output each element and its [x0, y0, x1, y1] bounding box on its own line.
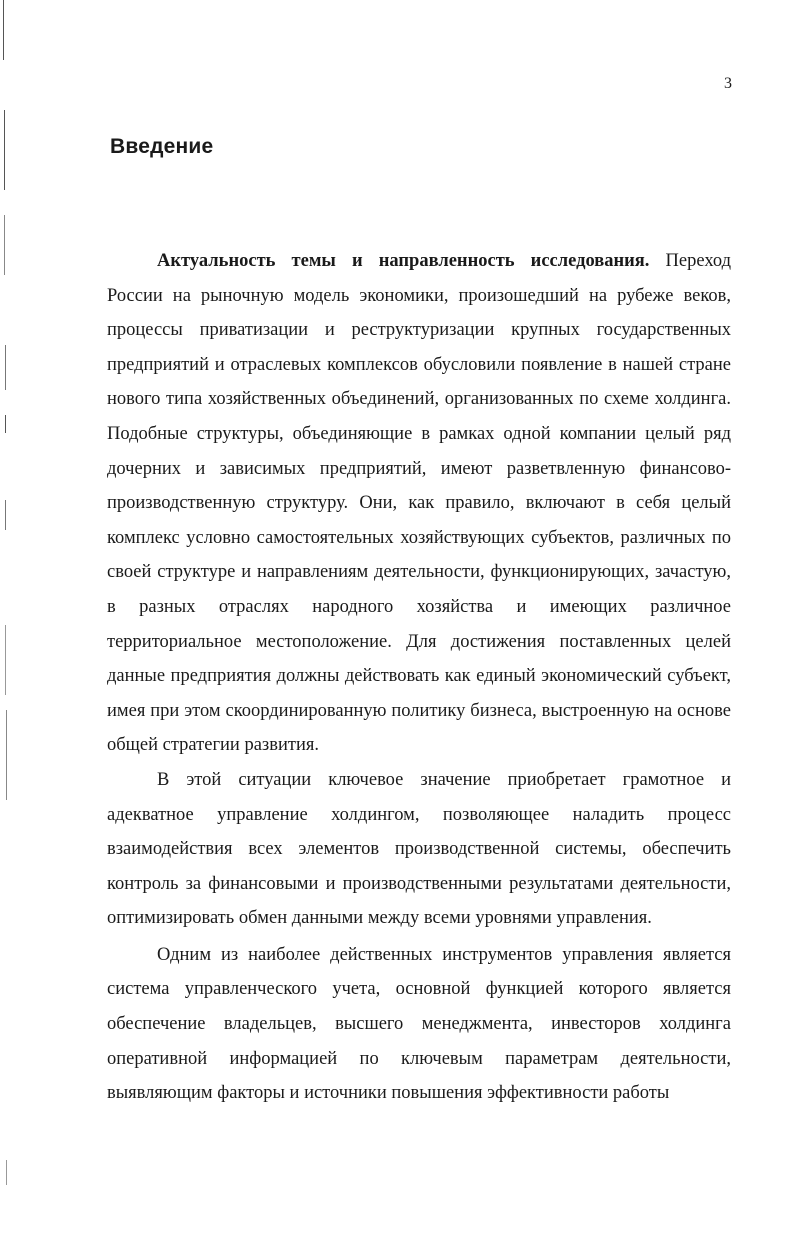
paragraph-text: Одним из наиболее действенных инструментов управления является система управленческого учета, основной функцией которого является обеспечение владельцев, высшего менеджмента, инвесторов холдинга оперативной информацией по ключевым параметрам деятельности, выявляющим факторы и источники повышения эффективности работы — [107, 944, 731, 1104]
paragraph-text: Переход России на рыночную модель экономики, произошедший на рубежe веков, процессы приватизации и реструктуризации крупных государственных предприятий и отраслевых комплексов обусловили появление в нашей стране нового типа хозяйственных объединений, организованных по схеме холдинга. Подобные структуры, объединяющие в рамках одной компании целый ряд дочерних и зависимых предприятий, имеют разветвленную финансово-производственную структуру. Они, как правило, включают в себя целый комплекс условно самостоятельных хозяйствующих субъектов, различных по своей структуре и направлениям деятельности, функционирующих, зачастую, в разных отраслях народного хозяйства и имеющих различное территориальное местоположение. Для достижения поставленных целей данные предприятия должны действовать как единый экономический субъект, имея при этом скоординированную политику бизнеса, выстроенную на основе общей стратегии развития. — [107, 251, 731, 756]
scan-edge-mark — [5, 415, 6, 433]
scan-edge-mark — [3, 0, 4, 60]
scan-edge-mark — [5, 625, 6, 695]
paragraph-text: В этой ситуации ключевое значение приобретает грамотное и адекватное управление холдингом, позволяющее наладить процесс взаимодействия всех элементов производственной системы, обеспечить контроль за финансовыми и производственными результатами деятельности, оптимизировать обмен данными между всеми уровнями управления. — [107, 769, 731, 929]
page-number: 3 — [724, 75, 732, 92]
page-heading: Введение — [110, 135, 214, 158]
body-text — [107, 244, 731, 1111]
paragraph-accounting — [107, 938, 731, 1111]
scan-edge-mark — [6, 1160, 7, 1185]
paragraph-relevance — [107, 244, 731, 763]
scan-edge-mark — [4, 215, 5, 275]
scan-edge-mark — [4, 110, 5, 190]
paragraph-lead: Актуальность темы и направленность исследования. — [157, 251, 650, 271]
scan-edge-mark — [6, 710, 7, 800]
paragraph-management — [107, 763, 731, 936]
scan-edge-mark — [5, 500, 6, 530]
scan-edge-mark — [5, 345, 6, 390]
